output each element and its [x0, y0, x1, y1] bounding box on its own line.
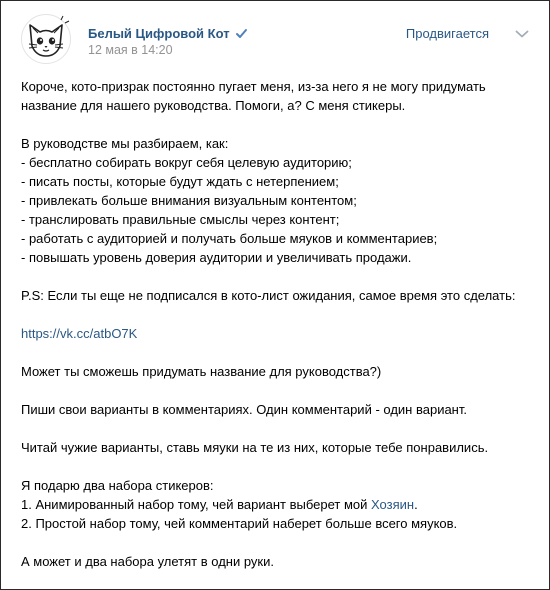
author-name[interactable] — [88, 26, 248, 42]
post-text — [21, 77, 533, 571]
owner-link[interactable]: Хозяин — [371, 497, 415, 512]
text-line: название для нашего руководства. Помоги, а? С меня стикеры. — [21, 98, 406, 113]
gift-1-end: . — [414, 497, 418, 512]
text-line: В руководстве мы разбираем, как: — [21, 136, 229, 151]
text-line: А может и два набора улетят в одни руки. — [21, 554, 274, 569]
white-cat-avatar-icon[interactable] — [21, 14, 71, 64]
list-item: - работать с аудиторией и получать больше мяуков и комментариев; — [21, 231, 438, 246]
verified-checkmark-icon — [235, 27, 248, 40]
text-line: P.S: Если ты еще не подписался в кото-лист ожидания, самое время это сделать: — [21, 288, 516, 303]
list-item: - привлекать больше внимания визуальным контентом; — [21, 193, 357, 208]
text-line: Короче, кото-призрак постоянно пугает меня, из-за него я не могу придумать — [21, 79, 486, 94]
text-line — [21, 495, 533, 514]
list-item: - писать посты, которые будут ждать с нетерпением; — [21, 174, 339, 189]
chevron-down-icon[interactable] — [515, 29, 529, 39]
list-item: - транслировать правильные смыслы через контент; — [21, 212, 340, 227]
gift-1-text: 1. Анимированный набор тому, чей вариант выберет мой — [21, 497, 372, 512]
post-date[interactable]: 12 мая в 14:20 — [88, 43, 173, 57]
text-line: Я подарю два набора стикеров: — [21, 478, 214, 493]
waitlist-link[interactable]: https://vk.cc/atbO7K — [21, 326, 138, 341]
promoted-label: Продвигается — [405, 26, 489, 41]
author-name-label: Белый Цифровой Кот — [88, 26, 230, 41]
text-line: Может ты сможешь придумать название для руководства?) — [21, 364, 382, 379]
text-line — [21, 324, 533, 343]
list-item: - бесплатно собирать вокруг себя целевую аудиторию; — [21, 155, 352, 170]
text-line: Пиши свои варианты в комментариях. Один комментарий - один вариант. — [21, 402, 467, 417]
text-line: 2. Простой набор тому, чей комментарий наберет больше всего мяуков. — [21, 516, 458, 531]
list-item: - повышать уровень доверия аудитории и увеличивать продажи. — [21, 250, 412, 265]
text-line: Читай чужие варианты, ставь мяуки на те из них, которые тебе понравились. — [21, 440, 489, 455]
post-header — [1, 1, 549, 71]
